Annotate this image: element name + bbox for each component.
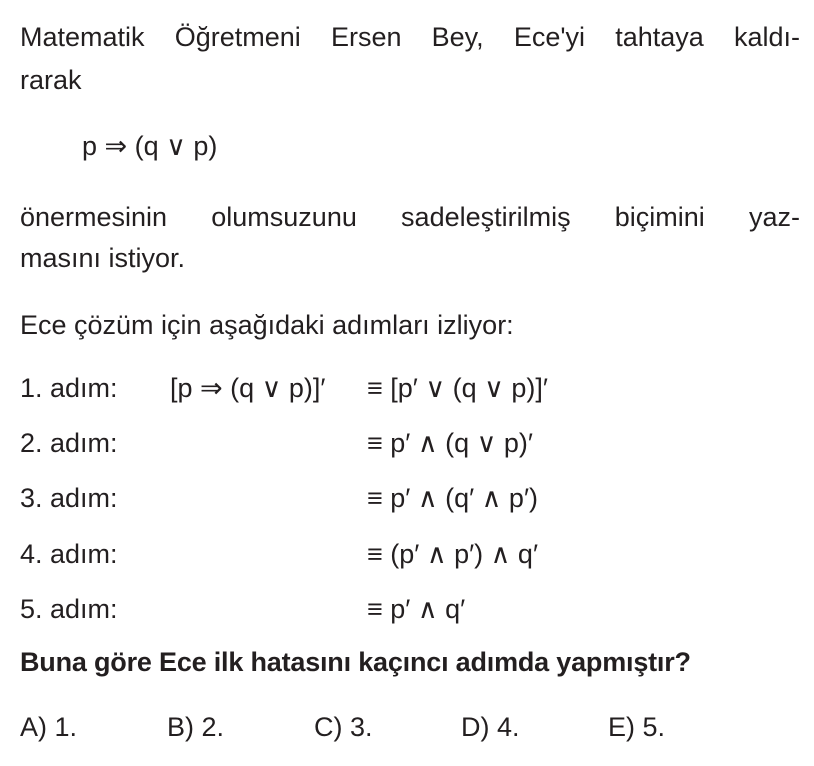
step-1-lhs: [p ⇒ (q ∨ p)]′ <box>170 373 326 403</box>
step-1-label: 1. adım: <box>20 373 118 403</box>
option-d[interactable]: D) 4. <box>461 712 520 742</box>
step-2-label: 2. adım: <box>20 428 118 458</box>
question-text: Buna göre Ece ilk hatasını kaçıncı adımda yapmıştır? <box>20 647 691 677</box>
step-5-label: 5. adım: <box>20 594 118 624</box>
lead-sentence: Ece çözüm için aşağıdaki adımları izliyor: <box>20 310 514 340</box>
step-4-label: 4. adım: <box>20 539 118 569</box>
option-e[interactable]: E) 5. <box>608 712 666 742</box>
proposition-formula: p ⇒ (q ∨ p) <box>82 131 218 161</box>
task-line-1: önermesinin olumsuzunu sadeleştirilmiş biçimini yaz- <box>20 202 800 232</box>
step-2-rhs: ≡ p′ ∧ (q ∨ p)′ <box>367 428 533 458</box>
step-3-label: 3. adım: <box>20 483 118 513</box>
option-c[interactable]: C) 3. <box>314 712 373 742</box>
intro-line-2: rarak <box>20 65 82 95</box>
option-b[interactable]: B) 2. <box>167 712 225 742</box>
step-5-rhs: ≡ p′ ∧ q′ <box>367 594 466 624</box>
intro-line-1: Matematik Öğretmeni Ersen Bey, Ece'yi tahtaya kaldı- <box>20 22 800 52</box>
step-1-rhs: ≡ [p′ ∨ (q ∨ p)]′ <box>367 373 548 403</box>
step-3-rhs: ≡ p′ ∧ (q′ ∧ p′) <box>367 483 539 513</box>
step-4-rhs: ≡ (p′ ∧ p′) ∧ q′ <box>367 539 539 569</box>
option-a[interactable]: A) 1. <box>20 712 78 742</box>
task-line-2: masını istiyor. <box>20 243 186 273</box>
